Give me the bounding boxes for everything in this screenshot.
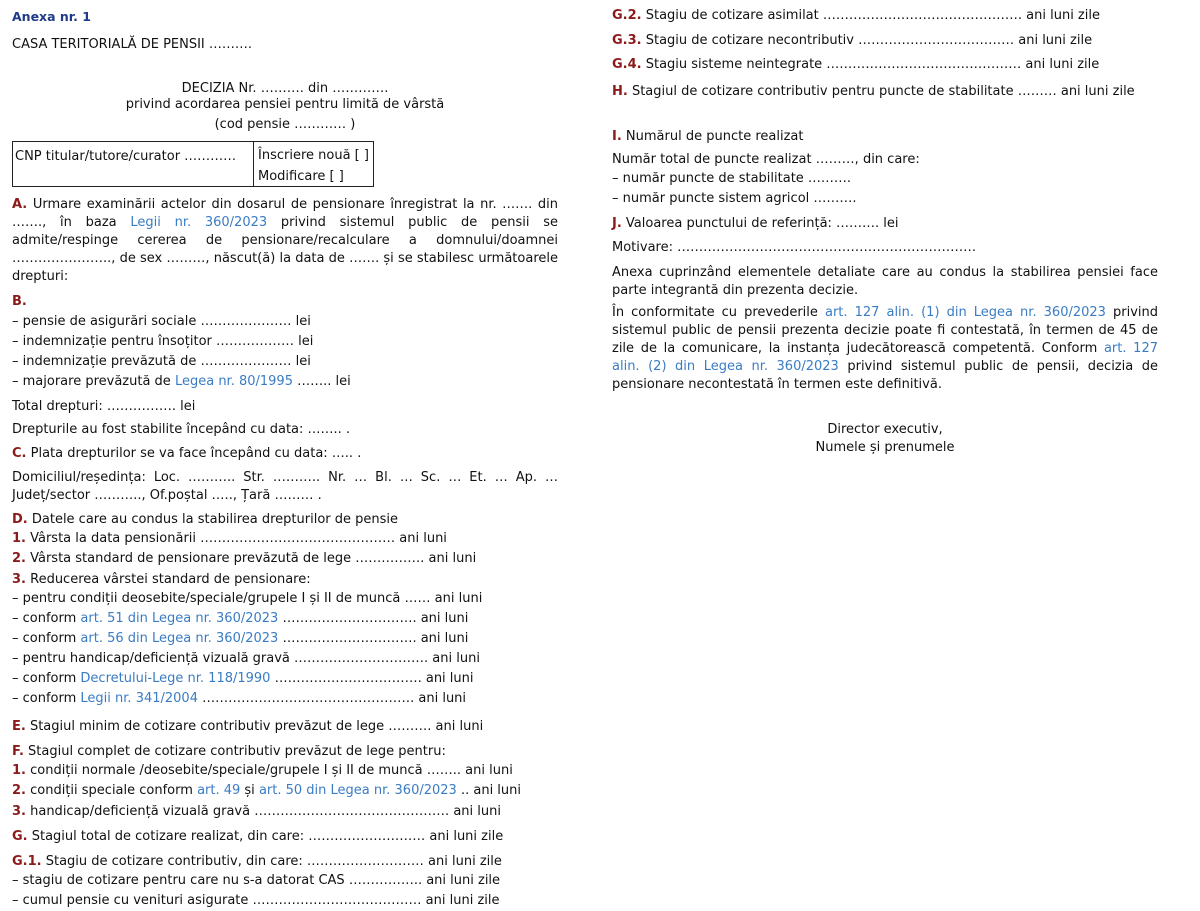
motivation-line: Motivare: ……………………………………………………………: [612, 240, 977, 255]
art-127-2-link[interactable]: art. 127 alin. (2) din Legea nr. 360/2023: [612, 341, 1158, 374]
section-g-line: G. Stagiul total de cotizare realizat, din care: ……………………… ani luni zile: [12, 829, 504, 844]
pension-house-line: CASA TERITORIALĂ DE PENSII ……….: [12, 37, 253, 52]
list-item: – pentru condiții deosebite/speciale/grupele I și II de muncă …… ani luni: [12, 591, 483, 606]
registration-options: [256, 142, 373, 189]
list-item: – pensie de asigurări sociale ………………… lei: [12, 314, 311, 329]
list-item: – conform art. 51 din Legea nr. 360/2023 …………………………. ani luni: [12, 611, 469, 626]
list-item: – număr puncte de stabilitate ……….: [612, 171, 852, 186]
art-49-link[interactable]: art. 49: [197, 783, 241, 798]
list-item: 1. Vârsta la data pensionării ……………………………………… ani luni: [12, 531, 447, 546]
director-title: Director executiv,: [827, 422, 943, 437]
section-g2-line: G.2. Stagiu de cotizare asimilat ………………………………………. ani luni zile: [612, 8, 1100, 23]
decision-subject-line: privind acordarea pensiei pentru limită de vârstă: [125, 97, 445, 112]
director-name: Numele și prenumele: [815, 440, 955, 455]
rights-date-line: Drepturile au fost stabilite începând cu data: …….. .: [12, 422, 351, 437]
list-item: 2. condiții speciale conform art. 49 și art. 50 din Legea nr. 360/2023 .. ani luni: [12, 783, 522, 798]
new-registration-checkbox[interactable]: Înscriere nouă [ ]: [258, 148, 369, 163]
section-g1-line: G.1. Stagiu de cotizare contributiv, din care: ……………………… ani luni zile: [12, 854, 502, 869]
conformity-paragraph: În conformitate cu prevederile art. 127 alin. (1) din Legea nr. 360/2023 privind sistemul public de pensii prezenta decizie poate fi contestată, în termen de 45 de zile de la comunicare, la instanța judecătorească competentă. Conform art. 127 alin. (2) din Legea nr. 360/2023 privind sistemul public de pensii, decizia de pensionare necontestată în termen este definitivă.: [612, 305, 1159, 392]
list-item: – majorare prevăzută de Legea nr. 80/1995 …….. lei: [12, 374, 351, 389]
list-item: – pentru handicap/deficiență vizuală gravă …………………………. ani luni: [12, 651, 480, 666]
annex-paragraph: Anexa cuprinzând elementele detaliate care au condus la stabilirea pensiei face parte integrantă din prezenta decizie.: [612, 265, 1158, 298]
art-51-link[interactable]: art. 51 din Legea nr. 360/2023: [80, 611, 279, 626]
list-item: – stagiu de cotizare pentru care nu s-a datorat CAS …………….. ani luni zile: [12, 873, 501, 888]
section-a-label: A.: [12, 197, 28, 212]
registration-box: [12, 141, 374, 187]
section-g3-line: G.3. Stagiu de cotizare necontributiv ……………………………… ani luni zile: [612, 33, 1093, 48]
section-c-line: C. Plata drepturilor se va face începând cu data: ….. .: [12, 446, 362, 461]
list-item: – indemnizație pentru însoțitor ……………… lei: [12, 334, 314, 349]
decree-118-1990-link[interactable]: Decretului-Lege nr. 118/1990: [80, 671, 271, 686]
law-341-2004-link[interactable]: Legii nr. 341/2004: [80, 691, 198, 706]
section-e-line: E. Stagiul minim de cotizare contributiv prevăzut de lege ………. ani luni: [12, 719, 484, 734]
list-item: – cumul pensie cu venituri asigurate ………………………………… ani luni zile: [12, 893, 500, 908]
section-j-line: J. Valoarea punctului de referință: ………. lei: [612, 216, 899, 231]
list-item: 2. Vârsta standard de pensionare prevăzută de lege ……………. ani luni: [12, 551, 477, 566]
total-rights-line: Total drepturi: ……………. lei: [12, 399, 196, 414]
section-h-paragraph: H. Stagiul de cotizare contributiv pentru puncte de stabilitate ……… ani luni zile: [612, 84, 1135, 99]
list-item: – conform Decretului-Lege nr. 118/1990 ……………………………. ani luni: [12, 671, 474, 686]
list-item: 1. condiții normale /deosebite/speciale/grupele I și II de muncă …….. ani luni: [12, 763, 513, 778]
points-total-line: Număr total de puncte realizat ………, din care:: [612, 152, 920, 167]
art-50-link[interactable]: art. 50 din Legea nr. 360/2023: [258, 783, 457, 798]
decision-number-line: DECIZIA Nr. ………. din ………….: [181, 81, 389, 96]
annex-title: Anexa nr. 1: [12, 9, 91, 24]
list-item: – număr puncte sistem agricol ……….: [612, 191, 857, 206]
section-g4-line: G.4. Stagiu sisteme neintegrate ……………………………………… ani luni zile: [612, 57, 1100, 72]
section-f-title: F. Stagiul complet de cotizare contributiv prevăzut de lege pentru:: [12, 744, 446, 759]
art-56-link[interactable]: art. 56 din Legea nr. 360/2023: [80, 631, 279, 646]
list-item: 3. handicap/deficiență vizuală gravă ……………………………………… ani luni: [12, 804, 501, 819]
cnp-field: CNP titular/tutore/curator …………: [13, 142, 254, 186]
list-item: 3. Reducerea vârstei standard de pensionare:: [12, 572, 311, 587]
law-80-1995-link[interactable]: Legea nr. 80/1995: [174, 374, 293, 389]
section-b-label-line: B.: [12, 294, 27, 309]
law-360-2023-link[interactable]: Legii nr. 360/2023: [130, 215, 268, 230]
section-d-title: D. Datele care au condus la stabilirea drepturilor de pensie: [12, 512, 398, 527]
list-item: – conform Legii nr. 341/2004 …………………………………………. ani luni: [12, 691, 467, 706]
section-i-title: I. Numărul de puncte realizat: [612, 129, 804, 144]
pension-code-line: (cod pensie ………… ): [214, 117, 356, 132]
section-a-paragraph: A. Urmare examinării actelor din dosarul de pensionare înregistrat la nr. ……. din ……., în baza Legii nr. 360/2023 privind sistemul public de pensii se admite/respinge cererea de pensionare/recalculare a domnului/doamnei ………………….., de sex ………, născut(ă) la data de ……. și se stabilesc următoarele drepturi:: [12, 197, 558, 284]
domicile-paragraph: Domiciliul/reședința: Loc. ……….. Str. ……….. Nr. … Bl. … Sc. … Et. … Ap. … Județ/sector ……….., Of.poștal ….., Țară ……… .: [12, 470, 558, 503]
modification-checkbox[interactable]: Modificare [ ]: [258, 169, 344, 184]
list-item: – indemnizație prevăzută de ………………… lei: [12, 354, 311, 369]
art-127-1-link[interactable]: art. 127 alin. (1) din Legea nr. 360/2023: [824, 305, 1106, 320]
list-item: – conform art. 56 din Legea nr. 360/2023 …………………………. ani luni: [12, 631, 469, 646]
